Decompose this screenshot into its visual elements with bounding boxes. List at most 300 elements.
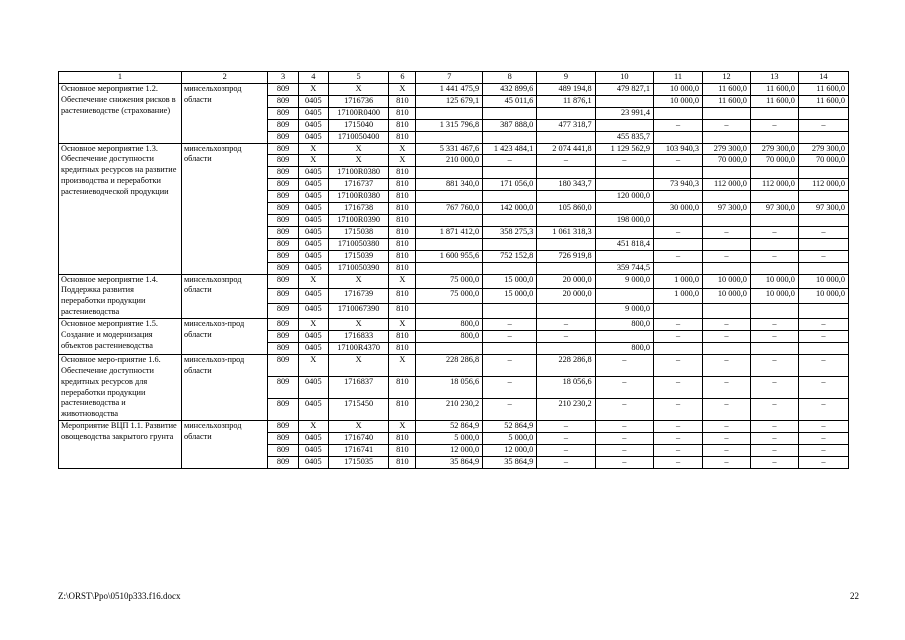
- table-cell: 0405: [298, 119, 328, 131]
- table-cell: [654, 304, 703, 319]
- table-cell: 1715035: [328, 457, 388, 469]
- table-cell: –: [654, 155, 703, 167]
- table-cell: 10 000,0: [798, 274, 848, 289]
- table-cell: 810: [389, 304, 416, 319]
- table-row: [59, 143, 849, 155]
- column-header-2: 2: [181, 72, 268, 84]
- table-cell: 810: [389, 399, 416, 421]
- table-cell: 210 230,2: [416, 399, 483, 421]
- measure-name: Основное меро-приятие 1.6. Обеспечение доступности кредитных ресурсов для переработки продукции растениеводства и животноводства: [59, 354, 182, 420]
- table-cell: 810: [389, 214, 416, 226]
- table-cell: –: [654, 354, 703, 376]
- table-cell: 479 827,1: [595, 84, 653, 96]
- table-cell: 809: [268, 143, 298, 155]
- table-cell: [416, 342, 483, 354]
- table-cell: X: [328, 319, 388, 331]
- table-cell: 17100R0380: [328, 191, 388, 203]
- table-cell: 171 056,0: [483, 179, 537, 191]
- table-cell: –: [595, 354, 653, 376]
- table-cell: 809: [268, 342, 298, 354]
- table-cell: –: [537, 155, 595, 167]
- column-header-12: 12: [703, 72, 751, 84]
- table-cell: 10 000,0: [703, 289, 751, 304]
- budget-table: [58, 71, 849, 469]
- table-cell: 11 600,0: [703, 95, 751, 107]
- table-cell: 810: [389, 131, 416, 143]
- table-cell: 881 340,0: [416, 179, 483, 191]
- table-cell: 5 000,0: [416, 433, 483, 445]
- table-cell: 103 940,3: [654, 143, 703, 155]
- table-cell: 228 286,8: [537, 354, 595, 376]
- table-cell: 125 679,1: [416, 95, 483, 107]
- table-header: [59, 72, 849, 84]
- footer-page-number: 22: [850, 591, 859, 601]
- table-cell: [483, 107, 537, 119]
- table-cell: 10 000,0: [654, 95, 703, 107]
- table-cell: 0405: [298, 226, 328, 238]
- table-cell: 809: [268, 457, 298, 469]
- table-cell: [798, 238, 848, 250]
- table-cell: 810: [389, 342, 416, 354]
- table-cell: 1710050390: [328, 262, 388, 274]
- table-cell: 73 940,3: [654, 179, 703, 191]
- table-cell: [654, 342, 703, 354]
- table-cell: –: [537, 445, 595, 457]
- table-cell: 810: [389, 445, 416, 457]
- table-cell: 17100R0400: [328, 107, 388, 119]
- table-cell: 809: [268, 319, 298, 331]
- table-cell: –: [537, 433, 595, 445]
- table-cell: [416, 107, 483, 119]
- table-cell: [537, 304, 595, 319]
- table-cell: 52 864,9: [483, 421, 537, 433]
- table-cell: –: [654, 399, 703, 421]
- table-cell: 0405: [298, 433, 328, 445]
- table-cell: 0405: [298, 107, 328, 119]
- table-cell: [798, 342, 848, 354]
- table-cell: 35 864,9: [416, 457, 483, 469]
- table-cell: 210 230,2: [537, 399, 595, 421]
- column-header-8: 8: [483, 72, 537, 84]
- table-cell: 1710050380: [328, 238, 388, 250]
- table-cell: 809: [268, 250, 298, 262]
- table-cell: [595, 289, 653, 304]
- table-cell: [750, 131, 798, 143]
- measure-name: Основное мероприятие 1.5. Создание и модернизация объектов растениеводства: [59, 319, 182, 355]
- table-cell: 809: [268, 274, 298, 289]
- table-cell: 809: [268, 131, 298, 143]
- table-cell: 12 000,0: [483, 445, 537, 457]
- table-cell: 70 000,0: [750, 155, 798, 167]
- table-cell: X: [389, 84, 416, 96]
- table-cell: –: [537, 457, 595, 469]
- table-cell: 1716837: [328, 376, 388, 398]
- table-cell: 18 056,6: [416, 376, 483, 398]
- table-cell: 1716737: [328, 179, 388, 191]
- table-cell: 70 000,0: [703, 155, 751, 167]
- table-cell: 809: [268, 354, 298, 376]
- column-header-7: 7: [416, 72, 483, 84]
- table-cell: –: [537, 421, 595, 433]
- table-cell: 1716738: [328, 203, 388, 215]
- table-body: [59, 84, 849, 469]
- table-cell: [416, 304, 483, 319]
- table-cell: 432 899,6: [483, 84, 537, 96]
- table-cell: 1715039: [328, 250, 388, 262]
- table-cell: –: [798, 376, 848, 398]
- table-cell: –: [703, 119, 751, 131]
- table-cell: –: [750, 457, 798, 469]
- table-cell: 5 000,0: [483, 433, 537, 445]
- table-cell: 1715450: [328, 399, 388, 421]
- table-cell: 809: [268, 445, 298, 457]
- table-cell: 11 600,0: [798, 95, 848, 107]
- table-cell: [483, 167, 537, 179]
- table-cell: –: [798, 331, 848, 343]
- table-cell: [537, 131, 595, 143]
- table-cell: 810: [389, 119, 416, 131]
- table-cell: –: [595, 376, 653, 398]
- table-cell: 210 000,0: [416, 155, 483, 167]
- table-cell: X: [298, 319, 328, 331]
- footer-file-path: Z:\ORST\Ppo\0510p333.f16.docx: [58, 591, 181, 601]
- table-cell: 1710050400: [328, 131, 388, 143]
- table-cell: 52 864,9: [416, 421, 483, 433]
- table-cell: 810: [389, 289, 416, 304]
- table-cell: 809: [268, 331, 298, 343]
- table-cell: [654, 191, 703, 203]
- table-cell: 97 300,0: [798, 203, 848, 215]
- table-cell: [750, 304, 798, 319]
- table-cell: [483, 304, 537, 319]
- table-cell: –: [798, 421, 848, 433]
- table-cell: X: [328, 274, 388, 289]
- table-cell: X: [389, 155, 416, 167]
- column-header-11: 11: [654, 72, 703, 84]
- table-cell: 810: [389, 457, 416, 469]
- table-cell: 11 600,0: [798, 84, 848, 96]
- table-cell: [750, 262, 798, 274]
- table-cell: –: [654, 433, 703, 445]
- table-cell: 9 000,0: [595, 274, 653, 289]
- table-cell: [750, 214, 798, 226]
- table-cell: –: [703, 376, 751, 398]
- table-cell: [595, 250, 653, 262]
- table-cell: [654, 167, 703, 179]
- table-cell: –: [798, 433, 848, 445]
- table-cell: 810: [389, 167, 416, 179]
- table-cell: [483, 342, 537, 354]
- table-cell: 105 860,0: [537, 203, 595, 215]
- table-cell: –: [483, 399, 537, 421]
- table-cell: –: [703, 226, 751, 238]
- table-cell: 810: [389, 226, 416, 238]
- executor-name: минсельхоз-прод области: [181, 354, 268, 420]
- table-cell: 0405: [298, 399, 328, 421]
- table-cell: 0405: [298, 238, 328, 250]
- table-cell: [416, 131, 483, 143]
- table-cell: 17100R0390: [328, 214, 388, 226]
- table-cell: –: [483, 319, 537, 331]
- table-cell: 0405: [298, 342, 328, 354]
- measure-name: Основное мероприятие 1.2. Обеспечение снижения рисков в растениеводстве (страхование): [59, 84, 182, 144]
- table-cell: 809: [268, 84, 298, 96]
- table-cell: 279 300,0: [703, 143, 751, 155]
- table-cell: X: [298, 354, 328, 376]
- table-cell: –: [654, 319, 703, 331]
- table-cell: –: [654, 457, 703, 469]
- table-cell: [798, 304, 848, 319]
- table-cell: X: [328, 143, 388, 155]
- table-cell: X: [389, 319, 416, 331]
- executor-name: минсельхозпрод области: [181, 143, 268, 274]
- table-cell: X: [328, 155, 388, 167]
- table-cell: X: [328, 84, 388, 96]
- table-cell: [595, 167, 653, 179]
- table-cell: 0405: [298, 191, 328, 203]
- table-cell: 1 600 955,6: [416, 250, 483, 262]
- table-cell: 0405: [298, 95, 328, 107]
- table-cell: 11 600,0: [750, 84, 798, 96]
- table-cell: [416, 262, 483, 274]
- measure-name: Основное мероприятие 1.4. Поддержка развития переработки продукции растениеводства: [59, 274, 182, 319]
- table-cell: 489 194,8: [537, 84, 595, 96]
- table-cell: –: [798, 354, 848, 376]
- executor-name: минсельхоз-прод области: [181, 319, 268, 355]
- table-cell: 0405: [298, 445, 328, 457]
- table-cell: 1716833: [328, 331, 388, 343]
- table-cell: –: [750, 399, 798, 421]
- column-header-1: 1: [59, 72, 182, 84]
- table-cell: 810: [389, 331, 416, 343]
- table-cell: 810: [389, 107, 416, 119]
- table-cell: 9 000,0: [595, 304, 653, 319]
- table-cell: 1715038: [328, 226, 388, 238]
- table-cell: 810: [389, 191, 416, 203]
- table-cell: [416, 191, 483, 203]
- table-cell: –: [750, 354, 798, 376]
- table-cell: [654, 131, 703, 143]
- table-cell: –: [595, 421, 653, 433]
- table-cell: [595, 95, 653, 107]
- table-cell: –: [654, 421, 703, 433]
- table-cell: 809: [268, 262, 298, 274]
- table-cell: 10 000,0: [654, 84, 703, 96]
- table-cell: 17100R0380: [328, 167, 388, 179]
- table-cell: X: [298, 421, 328, 433]
- table-cell: 0405: [298, 331, 328, 343]
- table-cell: –: [654, 119, 703, 131]
- table-cell: –: [750, 376, 798, 398]
- table-cell: 10 000,0: [703, 274, 751, 289]
- table-cell: –: [703, 433, 751, 445]
- table-cell: 279 300,0: [798, 143, 848, 155]
- column-header-6: 6: [389, 72, 416, 84]
- table-cell: [703, 262, 751, 274]
- table-cell: 228 286,8: [416, 354, 483, 376]
- table-cell: 20 000,0: [537, 289, 595, 304]
- table-cell: 10 000,0: [750, 289, 798, 304]
- table-cell: 810: [389, 262, 416, 274]
- table-cell: [703, 131, 751, 143]
- table-cell: 15 000,0: [483, 274, 537, 289]
- table-cell: [750, 167, 798, 179]
- executor-name: минсельхозпрод области: [181, 274, 268, 319]
- table-cell: –: [798, 319, 848, 331]
- table-cell: X: [298, 274, 328, 289]
- table-cell: 15 000,0: [483, 289, 537, 304]
- table-cell: –: [703, 421, 751, 433]
- table-cell: [483, 262, 537, 274]
- table-cell: 0405: [298, 167, 328, 179]
- table-cell: 800,0: [595, 342, 653, 354]
- table-cell: X: [328, 421, 388, 433]
- measure-name: Мероприятие ВЦП 1.1. Развитие овощеводства закрытого грунта: [59, 421, 182, 469]
- table-cell: X: [328, 354, 388, 376]
- table-cell: 0405: [298, 179, 328, 191]
- table-cell: –: [750, 119, 798, 131]
- table-cell: [537, 214, 595, 226]
- table-cell: 809: [268, 107, 298, 119]
- table-cell: –: [750, 433, 798, 445]
- column-header-13: 13: [750, 72, 798, 84]
- table-cell: 0405: [298, 262, 328, 274]
- table-cell: 97 300,0: [750, 203, 798, 215]
- table-cell: 120 000,0: [595, 191, 653, 203]
- table-cell: 1716736: [328, 95, 388, 107]
- table-cell: 809: [268, 191, 298, 203]
- table-cell: –: [595, 457, 653, 469]
- table-cell: [595, 331, 653, 343]
- table-cell: [703, 107, 751, 119]
- table-cell: 0405: [298, 214, 328, 226]
- table-cell: 455 835,7: [595, 131, 653, 143]
- table-cell: –: [654, 226, 703, 238]
- table-cell: [798, 262, 848, 274]
- table-cell: 810: [389, 203, 416, 215]
- table-cell: [654, 238, 703, 250]
- table-cell: X: [389, 354, 416, 376]
- table-cell: –: [750, 421, 798, 433]
- table-cell: 1710067390: [328, 304, 388, 319]
- table-cell: 17100R4370: [328, 342, 388, 354]
- table-cell: –: [750, 226, 798, 238]
- table-cell: –: [798, 119, 848, 131]
- table-cell: 20 000,0: [537, 274, 595, 289]
- table-cell: –: [537, 331, 595, 343]
- table-cell: 810: [389, 238, 416, 250]
- column-header-14: 14: [798, 72, 848, 84]
- table-cell: 23 991,4: [595, 107, 653, 119]
- table-cell: –: [750, 445, 798, 457]
- table-cell: 1716740: [328, 433, 388, 445]
- table-cell: [537, 167, 595, 179]
- table-cell: –: [798, 445, 848, 457]
- table-cell: [595, 179, 653, 191]
- table-cell: –: [654, 376, 703, 398]
- table-cell: 279 300,0: [750, 143, 798, 155]
- table-cell: 10 000,0: [798, 289, 848, 304]
- table-cell: 35 864,9: [483, 457, 537, 469]
- table-cell: –: [798, 226, 848, 238]
- table-cell: [798, 191, 848, 203]
- table-cell: 809: [268, 167, 298, 179]
- table-cell: –: [537, 319, 595, 331]
- table-cell: 0405: [298, 376, 328, 398]
- table-row: [59, 421, 849, 433]
- table-cell: 809: [268, 119, 298, 131]
- table-cell: [483, 214, 537, 226]
- table-cell: [537, 262, 595, 274]
- column-header-3: 3: [268, 72, 298, 84]
- table-cell: 142 000,0: [483, 203, 537, 215]
- table-cell: 1 423 484,1: [483, 143, 537, 155]
- table-cell: 809: [268, 421, 298, 433]
- table-cell: –: [750, 331, 798, 343]
- table-cell: [703, 304, 751, 319]
- table-cell: [798, 214, 848, 226]
- table-cell: –: [483, 376, 537, 398]
- table-cell: 809: [268, 95, 298, 107]
- table-cell: 12 000,0: [416, 445, 483, 457]
- table-cell: 1 000,0: [654, 289, 703, 304]
- table-cell: [537, 191, 595, 203]
- table-row: [59, 84, 849, 96]
- table-cell: –: [750, 250, 798, 262]
- table-cell: 359 744,5: [595, 262, 653, 274]
- table-cell: 810: [389, 250, 416, 262]
- measure-name: Основное мероприятие 1.3. Обеспечение доступности кредитных ресурсов на развитие производства и переработки растениеводческой продукции: [59, 143, 182, 274]
- table-cell: [750, 342, 798, 354]
- table-cell: –: [595, 433, 653, 445]
- table-cell: [595, 119, 653, 131]
- table-cell: 112 000,0: [703, 179, 751, 191]
- table-cell: 1 871 412,0: [416, 226, 483, 238]
- table-cell: 0405: [298, 203, 328, 215]
- table-cell: –: [703, 399, 751, 421]
- table-cell: [703, 342, 751, 354]
- table-cell: 75 000,0: [416, 289, 483, 304]
- column-header-4: 4: [298, 72, 328, 84]
- table-cell: 0405: [298, 289, 328, 304]
- table-cell: [750, 107, 798, 119]
- table-cell: 809: [268, 179, 298, 191]
- table-cell: 5 331 467,6: [416, 143, 483, 155]
- table-cell: 800,0: [595, 319, 653, 331]
- table-cell: [750, 191, 798, 203]
- table-cell: –: [750, 319, 798, 331]
- table-cell: X: [389, 143, 416, 155]
- table-cell: –: [703, 250, 751, 262]
- table-cell: 75 000,0: [416, 274, 483, 289]
- table-cell: –: [798, 399, 848, 421]
- table-cell: 18 056,6: [537, 376, 595, 398]
- table-cell: [483, 131, 537, 143]
- table-cell: [483, 238, 537, 250]
- table-cell: 0405: [298, 457, 328, 469]
- table-cell: X: [298, 143, 328, 155]
- table-cell: X: [389, 421, 416, 433]
- table-cell: 97 300,0: [703, 203, 751, 215]
- column-header-9: 9: [537, 72, 595, 84]
- table-cell: –: [654, 331, 703, 343]
- table-cell: 11 600,0: [750, 95, 798, 107]
- table-cell: [416, 167, 483, 179]
- table-cell: –: [483, 331, 537, 343]
- table-cell: –: [483, 354, 537, 376]
- table-cell: –: [483, 155, 537, 167]
- table-cell: [595, 203, 653, 215]
